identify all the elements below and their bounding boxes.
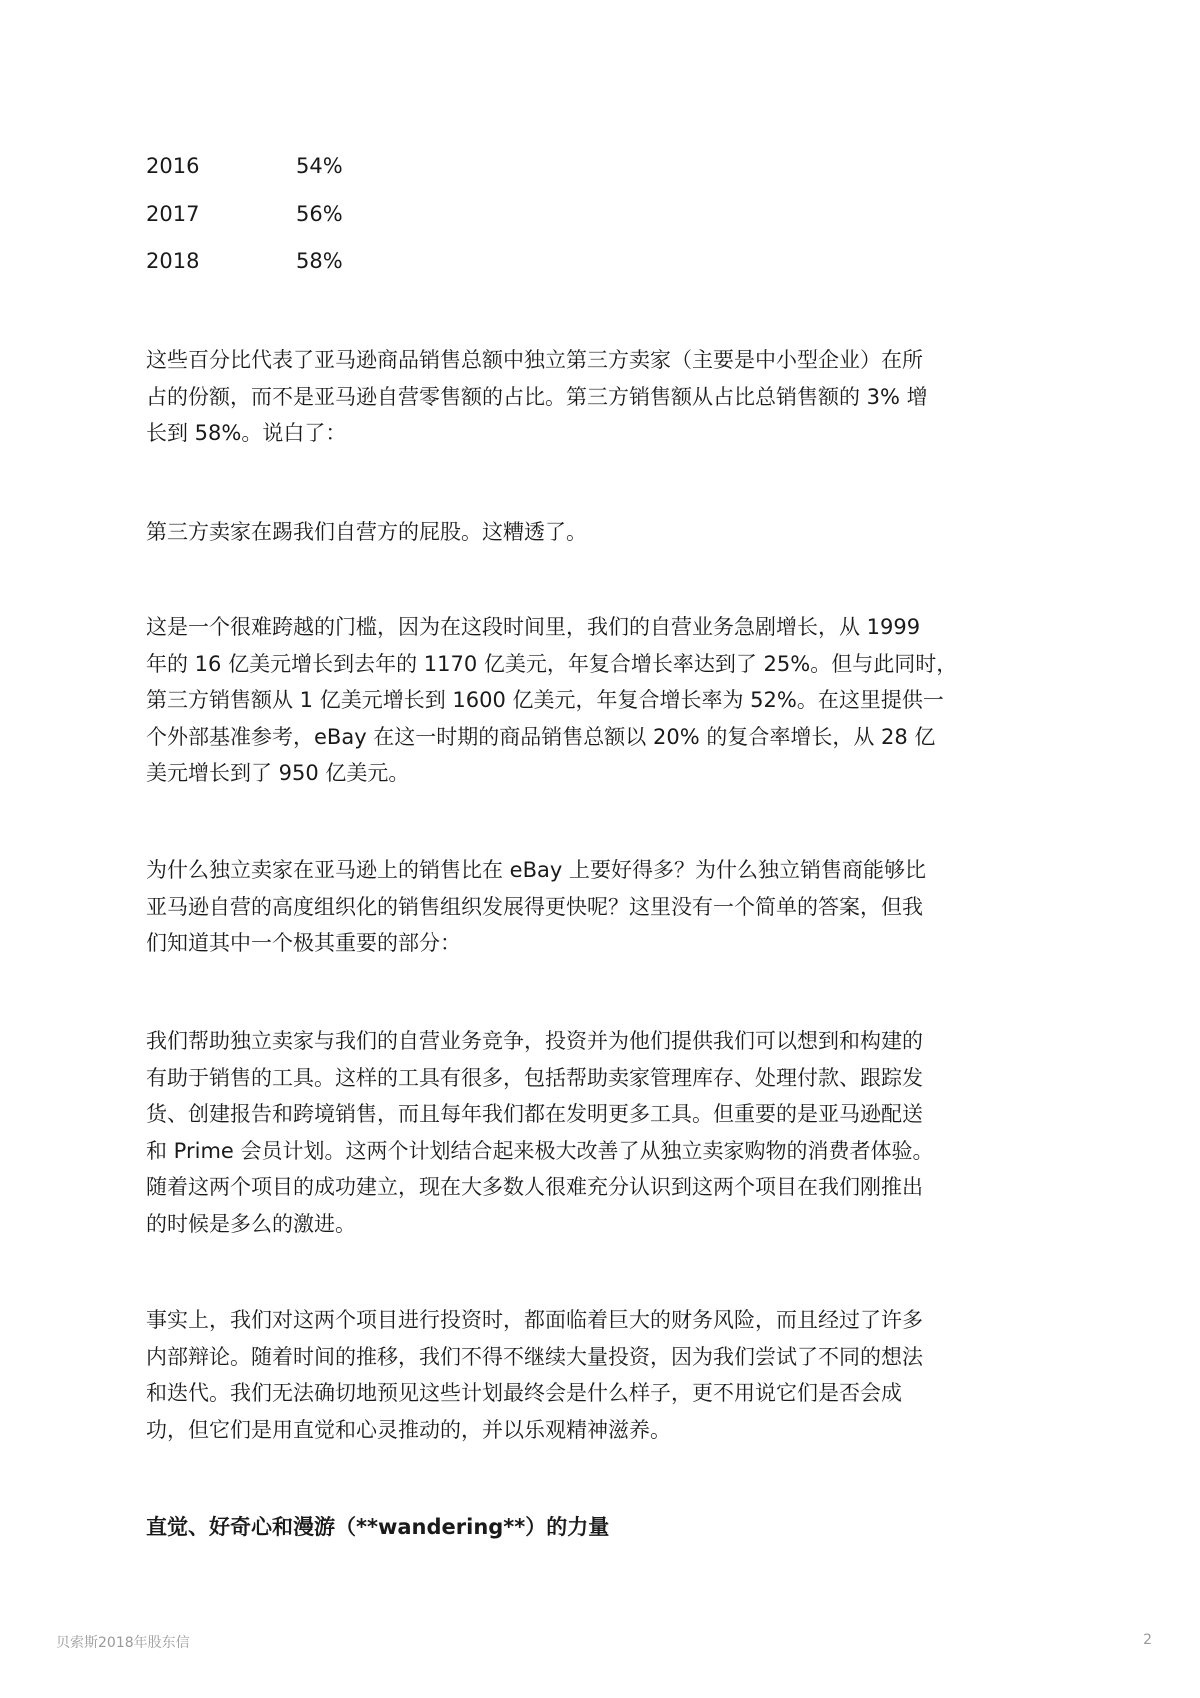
text-line: 货、创建报告和跨境销售，而且每年我们都在发明更多工具。但重要的是亚马逊配送 [146, 1102, 923, 1127]
paragraph [146, 852, 1066, 962]
page-number: 2 [1143, 1632, 1152, 1648]
year-cell: 2017 [146, 201, 200, 226]
text-line: 和迭代。我们无法确切地预见这些计划最终会是什么样子，更不用说它们是否会成 [146, 1381, 902, 1406]
text-line: 内部辩论。随着时间的推移，我们不得不继续大量投资，因为我们尝试了不同的想法 [146, 1344, 923, 1369]
share-cell: 58% [296, 249, 343, 274]
text-line: 个外部基准参考，eBay 在这一时期的商品销售总额以 20% 的复合率增长，从 28 亿 [146, 724, 936, 749]
text-line: 和 Prime 会员计划。这两个计划结合起来极大改善了从独立卖家购物的消费者体验。 [146, 1138, 934, 1163]
text-line: 的时候是多么的激进。 [146, 1211, 356, 1236]
text-line: 这是一个很难跨越的门槛，因为在这段时间里，我们的自营业务急剧增长，从 1999 [146, 615, 921, 639]
text-line: 第三方卖家在踢我们自营方的屁股。这糟透了。 [146, 520, 587, 544]
paragraph [146, 609, 1066, 792]
paragraph [146, 1023, 1066, 1243]
text-line: 占的份额，而不是亚马逊自营零售额的占比。第三方销售额从占比总销售额的 3% 增 [146, 384, 928, 409]
footer-title: 贝索斯2018年股东信 [56, 1635, 190, 1651]
table-row [146, 148, 1066, 185]
text-line: 年的 16 亿美元增长到去年的 1170 亿美元，年复合增长率达到了 25%。但与此同时， [146, 651, 958, 676]
text-line: 随着这两个项目的成功建立，现在大多数人很难充分认识到这两个项目在我们刚推出 [146, 1175, 923, 1200]
text-line: 美元增长到了 950 亿美元。 [146, 761, 410, 786]
text-line: 们知道其中一个极其重要的部分： [146, 931, 461, 956]
paragraph [146, 1302, 1066, 1448]
text-line: 事实上，我们对这两个项目进行投资时，都面临着巨大的财务风险，而且经过了许多 [146, 1308, 923, 1332]
table-row [146, 196, 1066, 233]
share-cell: 54% [296, 154, 343, 178]
share-table [146, 148, 1066, 280]
section-heading: 直觉、好奇心和漫游（**wandering**）的力量 [146, 1515, 610, 1539]
text-line: 长到 58%。说白了： [146, 421, 347, 446]
text-line: 亚马逊自营的高度组织化的销售组织发展得更快呢？这里没有一个简单的答案，但我 [146, 894, 923, 919]
text-line: 这些百分比代表了亚马逊商品销售总额中独立第三方卖家（主要是中小型企业）在所 [146, 348, 923, 372]
text-line: 第三方销售额从 1 亿美元增长到 1600 亿美元，年复合增长率为 52%。在这里提供一 [146, 688, 944, 713]
paragraph [146, 514, 1066, 551]
share-cell: 56% [296, 201, 343, 226]
text-line: 我们帮助独立卖家与我们的自营业务竞争，投资并为他们提供我们可以想到和构建的 [146, 1029, 923, 1053]
text-line: 功，但它们是用直觉和心灵推动的，并以乐观精神滋养。 [146, 1417, 671, 1442]
text-line: 为什么独立卖家在亚马逊上的销售比在 eBay 上要好得多？为什么独立销售商能够比 [146, 858, 926, 882]
text-line: 有助于销售的工具。这样的工具有很多，包括帮助卖家管理库存、处理付款、跟踪发 [146, 1065, 923, 1090]
year-cell: 2016 [146, 154, 200, 178]
paragraph [146, 342, 1066, 452]
table-row [146, 243, 1066, 280]
year-cell: 2018 [146, 249, 200, 274]
